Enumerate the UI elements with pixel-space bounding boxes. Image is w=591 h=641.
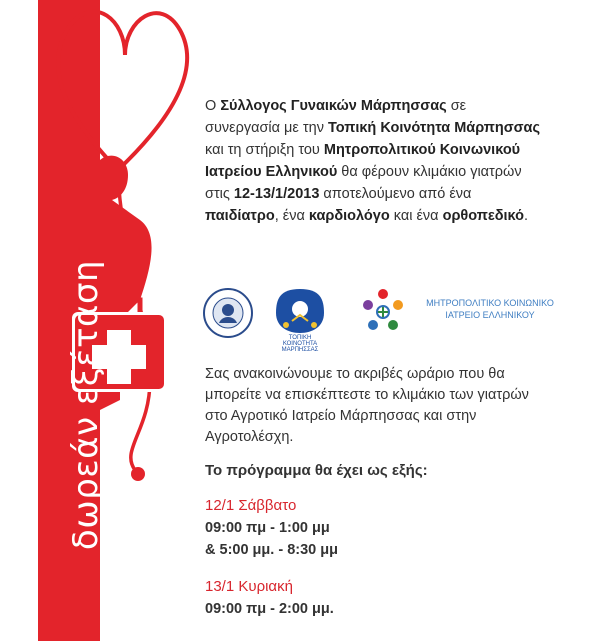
intro-paragraph: Ο Σύλλογος Γυναικών Μάρπησσας σε συνεργασία με την Τοπική Κοινότητα Μάρπησσας και τη στήριξη του Μητροπολιτικού Κοινωνικού Ιατρείου Ελληνικού θα φέρουν κλιμάκιο γιατρών στις 12-13/1/2013 αποτελούμενο από ένα παιδίατρο, ένα καρδιολόγο και ένα ορθοπεδικό. [205, 98, 541, 224]
schedule-heading: Το πρόγραμμα θα έχει ως εξής: [205, 462, 428, 479]
association-seal-icon [204, 289, 252, 337]
logo2-caption-3: ΜΑΡΠΗΣΣΑΣ [281, 347, 319, 353]
vertical-title: δωρεάν εξέταση [66, 259, 106, 551]
doctor-pediatrician: παιδίατρο [205, 208, 275, 224]
logo2-caption-2: ΚΟΙΝΟΤΗΤΑ [282, 341, 318, 347]
doctor-cardiologist: καρδιολόγο [308, 208, 390, 224]
day2-time1: 09:00 πμ - 2:00 μμ. [205, 601, 334, 617]
org-womens-association: Σύλλογος Γυναικών Μάρπησσας [220, 98, 447, 114]
community-emblem-icon [276, 289, 324, 333]
stethoscope-chest-icon [131, 467, 145, 481]
clinic-logo-text: ΜΗΤΡΟΠΟΛΙΤΙΚΟ ΚΟΙΝΩΝΙΚΟ ΙΑΤΡΕΙΟ ΕΛΛΗΝΙΚΟΥ [426, 298, 554, 320]
day1-time2: & 5:00 μμ. - 8:30 μμ [205, 542, 338, 558]
schedule-day1 [205, 495, 505, 561]
partner-logos [200, 285, 580, 353]
day1-label: 12/1 Σάββατο [205, 497, 297, 514]
stethoscope-heart-icon [58, 12, 187, 170]
announcement-paragraph: Σας ανακοινώνουμε το ακριβές ωράριο που θα μπορείτε να επισκέπτεστε το κλιμάκιο των γιατρών στο Αγροτικό Ιατρείο Μάρπησσας και στην Αγροτολέσχη. [205, 366, 529, 445]
people-circle-icon [363, 289, 403, 330]
doctor-orthopedist: ορθοπεδικό [442, 208, 524, 224]
logo2-caption-1: ΤΟΠΙΚΗ [288, 335, 312, 341]
schedule-day2 [205, 576, 505, 620]
day2-label: 13/1 Κυριακή [205, 578, 293, 595]
day1-time1: 09:00 πμ - 1:00 μμ [205, 520, 330, 536]
org-local-community: Τοπική Κοινότητα Μάρπησσας [327, 120, 541, 136]
org-clinic: Μητροπολιτικού Κοινωνικού Ιατρείου Ελληνικού [205, 142, 521, 180]
event-dates: 12-13/1/2013 [233, 186, 320, 202]
